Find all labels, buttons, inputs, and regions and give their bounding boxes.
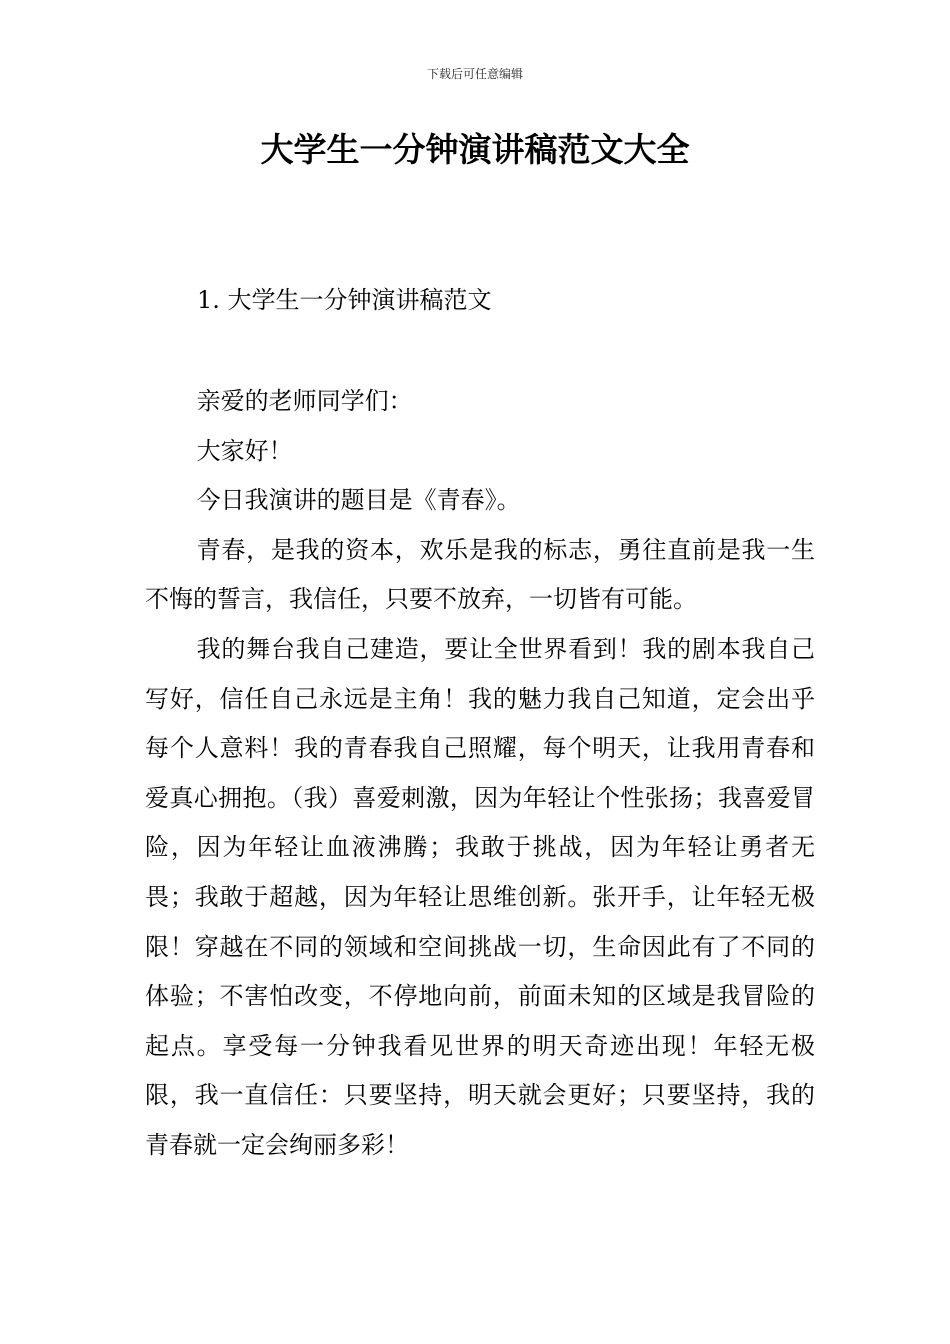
paragraph-main-body: 我的舞台我自己建造，要让全世界看到！我的剧本我自己写好，信任自己永远是主角！我的魅力我自己知道，定会出乎每个人意料！我的青春我自己照耀，每个明天，让我用青春和爱真心拥抱。（我）喜爱刺激，因为年轻让个性张扬；我喜爱冒险，因为年轻让血液沸腾；我敢于挑战，因为年轻让勇者无畏；我敢于超越，因为年轻让思维创新。张开手，让年轻无极限！穿越在不同的领域和空间挑战一切，生命因此有了不同的体验；不害怕改变，不停地向前，前面未知的区域是我冒险的起点。享受每一分钟我看见世界的明天奇迹出现！年轻无极限，我一直信任：只要坚持，明天就会更好；只要坚持，我的青春就一定会绚丽多彩！: [145, 634, 815, 1159]
paragraph-salutation: 亲爱的老师同学们：: [196, 387, 413, 415]
paragraph-youth-motto: 青春，是我的资本，欢乐是我的标志，勇往直前是我一生不悔的誓言，我信任，只要不放弃，一切皆有可能。: [145, 535, 815, 614]
header-note: 下载后可任意编辑: [426, 67, 523, 81]
paragraph-topic: 今日我演讲的题目是《青春》。: [196, 486, 521, 515]
section-heading: 1. 大学生一分钟演讲稿范文: [197, 286, 492, 314]
document-title: 大学生一分钟演讲稿范文大全: [260, 130, 690, 169]
paragraph-greeting: 大家好！: [196, 436, 293, 465]
document-body: [145, 377, 815, 1171]
